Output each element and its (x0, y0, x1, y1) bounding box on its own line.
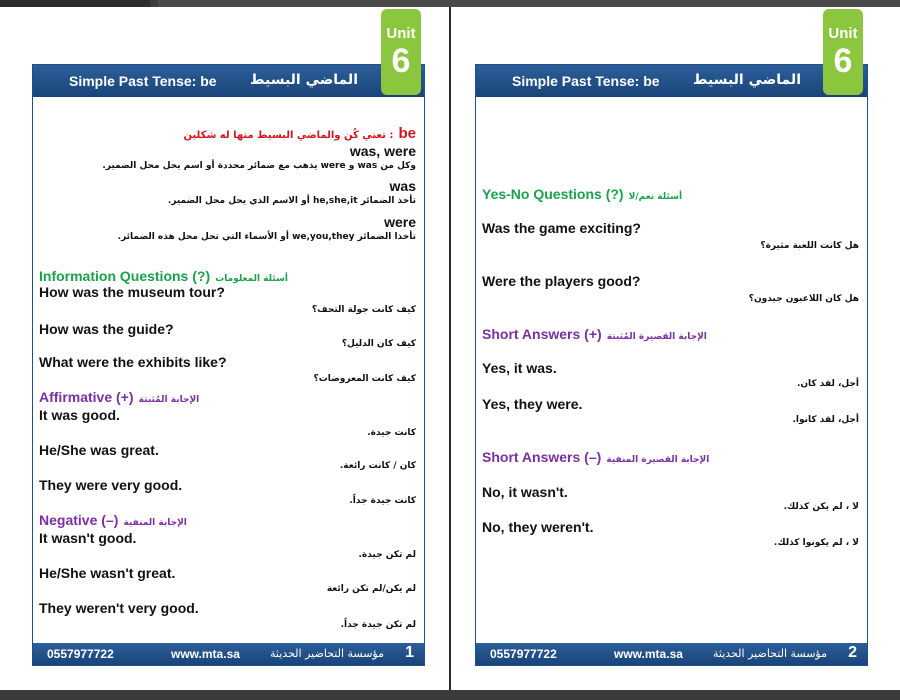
yes-no-heading (482, 184, 682, 203)
list-item: Were the players good? (482, 273, 641, 289)
short-answers-positive-heading (482, 324, 707, 343)
list-item-translation: لا ، لم يكن كذلك. (783, 502, 859, 512)
short-answers-negative-arabic: الإجابة القصيرة المنفية (606, 455, 710, 465)
short-answers-positive-arabic: الإجابة القصيرة المُثبتة (606, 332, 707, 342)
info-heading-english: Information Questions (?) (39, 268, 211, 284)
list-item-translation: أجل، لقد كان. (796, 379, 859, 389)
short-answers-negative-heading (482, 447, 709, 466)
unit-badge (823, 9, 863, 95)
footer-website: www.mta.sa (614, 647, 683, 661)
title-english: Simple Past Tense: be (69, 73, 217, 89)
info-heading-arabic: أسئلة المعلومات (215, 274, 288, 284)
page-header (33, 65, 424, 97)
were-heading: were (384, 214, 416, 230)
list-item-translation: لم تكن جيدة. (358, 550, 416, 560)
list-item: Yes, they were. (482, 396, 583, 412)
page-header (476, 65, 867, 97)
list-item: How was the guide? (39, 321, 174, 337)
page-footer (33, 643, 424, 665)
yes-no-heading-english: Yes-No Questions (?) (482, 186, 624, 202)
be-intro-arabic: تعني كُن والماضي البسيط منها له شكلين : (183, 130, 394, 141)
info-questions-heading (39, 266, 288, 285)
list-item: It wasn't good. (39, 530, 137, 546)
list-item-translation: هل كان اللاعبون جيدون؟ (748, 294, 859, 304)
list-item-translation: هل كانت اللعبة مثيرة؟ (760, 241, 859, 251)
be-intro-line (183, 123, 416, 142)
unit-number: 6 (833, 42, 853, 80)
page-number: 1 (405, 644, 414, 661)
was-heading: was (389, 178, 416, 194)
list-item: What were the exhibits like? (39, 354, 227, 370)
list-item: How was the museum tour? (39, 284, 225, 300)
was-note: تأخذ الضمائر he,she,it أو الاسم الذي يحل محل الضمير. (167, 196, 416, 206)
short-answers-negative-english: Short Answers (–) (482, 449, 602, 465)
affirmative-heading-arabic: الإجابة المُثبتة (138, 395, 200, 405)
page-frame (32, 64, 425, 666)
list-item-translation: كيف كانت المعروضات؟ (313, 374, 416, 384)
list-item-translation: لم تكن جيدة جداً. (340, 620, 416, 630)
list-item: No, it wasn't. (482, 484, 568, 500)
list-item-translation: لم يكن/لم تكن رائعة (326, 584, 416, 594)
page-number: 2 (848, 644, 857, 661)
list-item-translation: لا ، لم يكونوا كذلك. (773, 538, 859, 548)
list-item-translation: كان / كانت رائعة. (339, 461, 416, 471)
short-answers-positive-english: Short Answers (+) (482, 326, 602, 342)
list-item-translation: كانت جيدة جداً. (349, 496, 416, 506)
title-arabic: الماضي البسيط (693, 72, 801, 88)
negative-heading-english: Negative (–) (39, 512, 119, 528)
list-item-translation: كانت جيدة. (367, 428, 416, 438)
list-item: Yes, it was. (482, 360, 557, 376)
list-item: No, they weren't. (482, 519, 594, 535)
unit-label: Unit (828, 25, 858, 42)
page-footer (476, 643, 867, 665)
were-note: تأخذا الضمائر we,you,they أو الأسماء التي تحل محل هذه الضمائر. (117, 232, 416, 242)
page-1 (6, 7, 443, 690)
list-item: It was good. (39, 407, 120, 423)
be-word: be (398, 125, 416, 142)
page-divider (449, 7, 451, 690)
negative-heading-arabic: الإجابة المنفية (123, 518, 187, 528)
forms-note: وكل من was و were يذهب مع ضمائر محددة أو اسم يحل محل الضمير. (102, 161, 416, 171)
list-item: He/She wasn't great. (39, 565, 176, 581)
list-item-translation: كيف كان الدليل؟ (341, 339, 416, 349)
yes-no-heading-arabic: أسئلة نعم/لا (628, 192, 683, 202)
affirmative-heading-english: Affirmative (+) (39, 389, 134, 405)
list-item-translation: أجل، لقد كانوا. (792, 415, 859, 425)
footer-website: www.mta.sa (171, 647, 240, 661)
list-item: They weren't very good. (39, 600, 199, 616)
list-item: They were very good. (39, 477, 183, 493)
viewer-top-bar (0, 0, 900, 7)
footer-phone: 0557977722 (47, 647, 114, 661)
page-frame (475, 64, 868, 666)
negative-heading (39, 510, 187, 529)
footer-organization: مؤسسة التحاضير الحديثة (270, 647, 384, 660)
unit-badge (381, 9, 421, 95)
unit-label: Unit (386, 25, 416, 42)
viewer-bottom-bar (0, 690, 900, 700)
title-english: Simple Past Tense: be (512, 73, 660, 89)
list-item: He/She was great. (39, 442, 159, 458)
page-2 (456, 7, 893, 690)
footer-organization: مؤسسة التحاضير الحديثة (713, 647, 827, 660)
list-item-translation: كيف كانت جولة التحف؟ (311, 305, 416, 315)
footer-phone: 0557977722 (490, 647, 557, 661)
affirmative-heading (39, 387, 199, 406)
title-arabic: الماضي البسيط (250, 72, 358, 88)
forms-line: was, were (349, 143, 416, 159)
list-item: Was the game exciting? (482, 220, 641, 236)
unit-number: 6 (391, 42, 411, 80)
